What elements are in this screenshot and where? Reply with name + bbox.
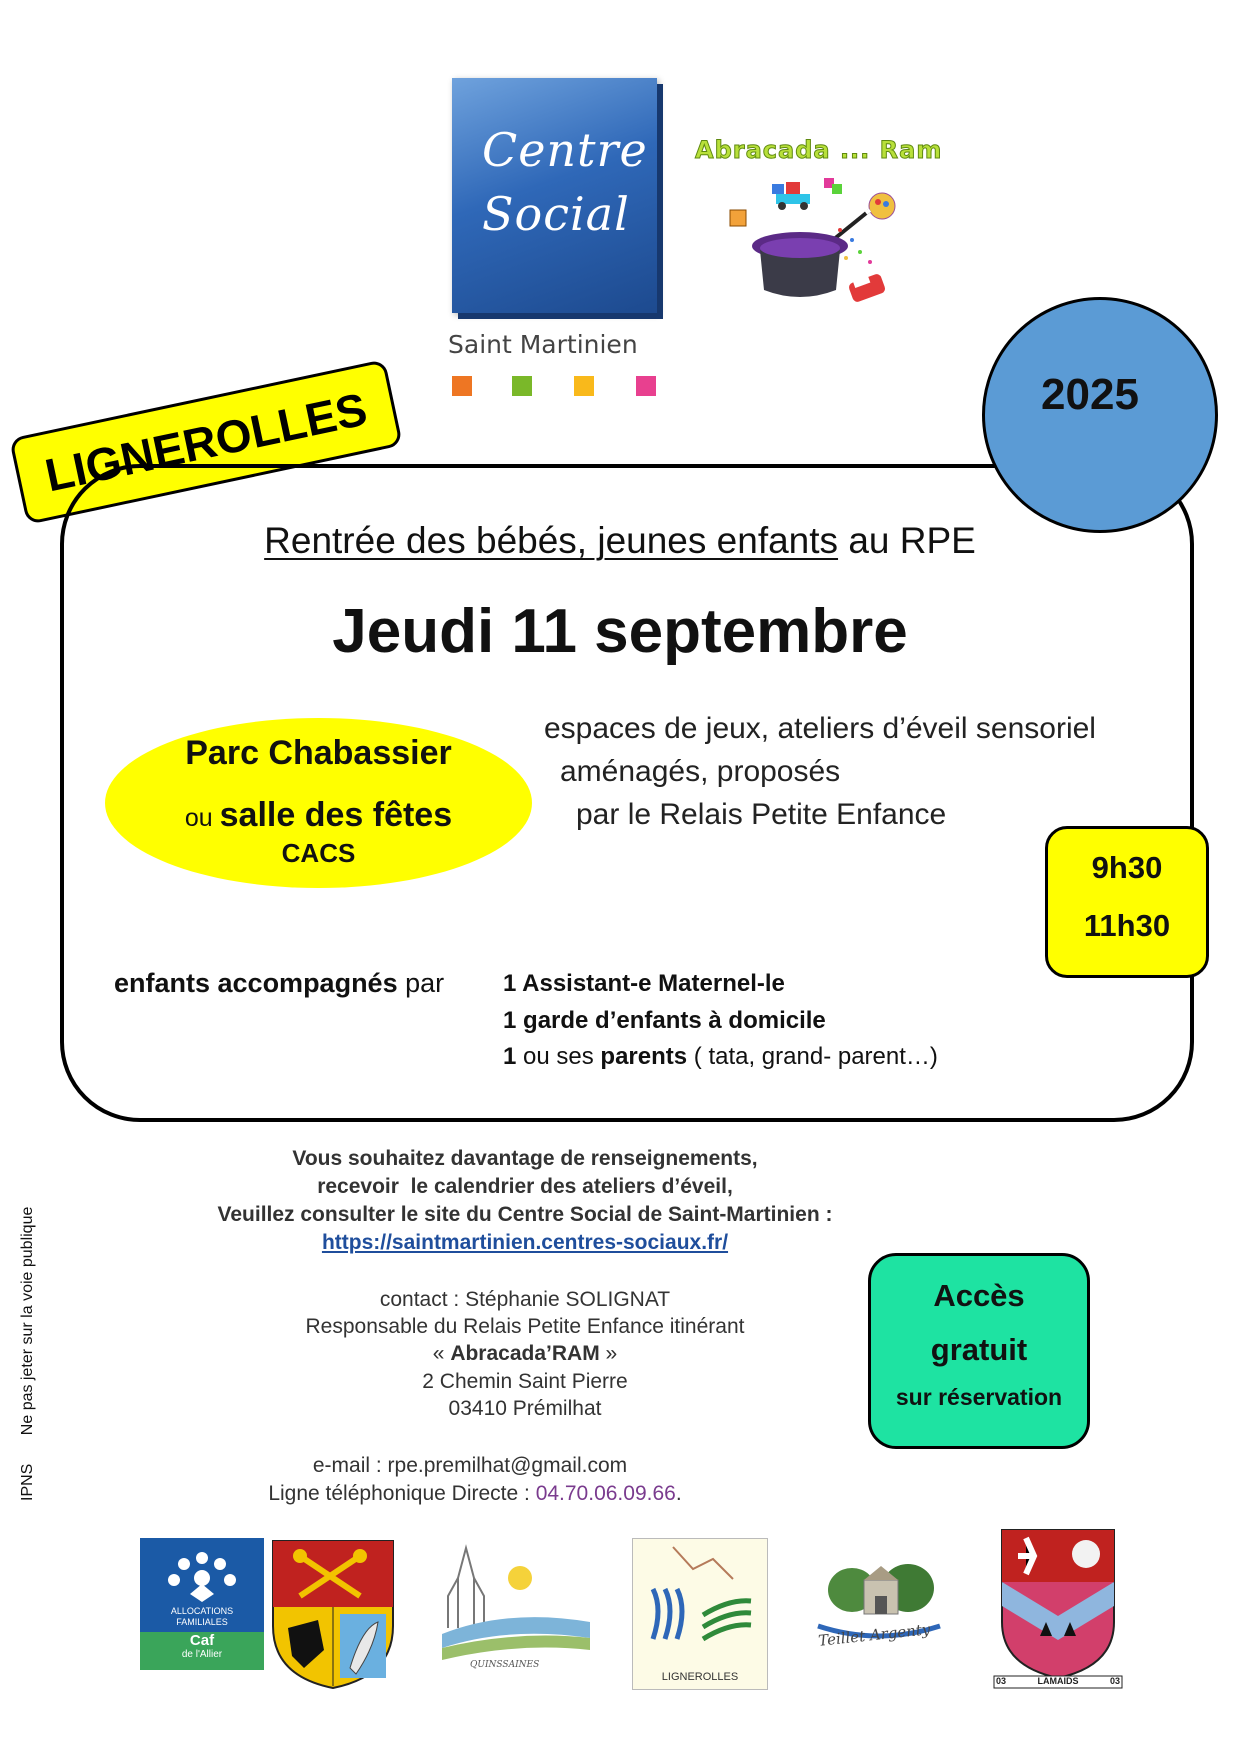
contact-org-open: « xyxy=(432,1342,451,1365)
accompanier-3-bold: parents xyxy=(600,1043,688,1070)
accompanier-2-num: 1 xyxy=(503,1007,517,1034)
activity-description-1: espaces de jeux, ateliers d’éveil sensoriel xyxy=(544,712,1096,745)
accompanier-3 xyxy=(503,1043,938,1071)
contact-org-close: » xyxy=(599,1342,618,1365)
abracada-ram-title: Abracada ... Ram xyxy=(695,136,943,164)
town-banner: LIGNEROLLES xyxy=(9,359,403,525)
logo-square-green xyxy=(512,376,532,396)
phone-label: Ligne téléphonique Directe : xyxy=(268,1482,536,1505)
teillet-argenty-logo xyxy=(812,1556,946,1676)
contact-email[interactable] xyxy=(0,1454,940,1478)
free-access-box xyxy=(868,1253,1090,1449)
side-notice-text: Ne pas jeter sur la voie publique xyxy=(19,1206,36,1436)
phone-number[interactable]: 04.70.06.09.66 xyxy=(535,1482,676,1505)
location-park: Parc Chabassier xyxy=(185,734,452,772)
logo-square-yellow xyxy=(574,376,594,396)
contact-role: Responsable du Relais Petite Enfance itinérant xyxy=(305,1315,745,1338)
quinssaines-label: QUINSSAINES xyxy=(470,1660,540,1670)
caf-people-icon xyxy=(140,1544,264,1608)
caf-line-4: de l'Allier xyxy=(181,1649,223,1660)
info-line-2: recevoir le calendrier des ateliers d’éveil, xyxy=(317,1175,733,1198)
contact-org-name: Abracada’RAM xyxy=(450,1342,600,1365)
event-heading xyxy=(0,520,1240,562)
contact-address-2: 03410 Prémilhat xyxy=(448,1397,602,1420)
event-date: Jeudi 11 septembre xyxy=(332,597,908,666)
caf-logo xyxy=(140,1538,264,1670)
contact-address-1: 2 Chemin Saint Pierre xyxy=(422,1370,628,1393)
time-box xyxy=(1045,826,1209,978)
activity-description-2: aménagés, proposés xyxy=(560,755,841,788)
phone-end: . xyxy=(675,1482,682,1505)
lamaids-ribbon xyxy=(996,1676,1120,1686)
contact-name: contact : Stéphanie SOLIGNAT xyxy=(379,1288,671,1311)
accompanier-3-post: ( tata, grand- parent…) xyxy=(687,1043,938,1070)
info-line-1: Vous souhaitez davantage de renseignements, xyxy=(292,1147,758,1170)
time-start: 9h30 xyxy=(1091,850,1163,885)
caf-bottom xyxy=(140,1632,264,1670)
centre-social-name: Saint Martinien xyxy=(448,330,638,359)
lamaids-right-code: 03 xyxy=(1109,1676,1120,1686)
coat-of-arms-keys xyxy=(270,1538,396,1690)
caf-line-2: FAMILIALES xyxy=(176,1617,228,1627)
accompanier-2-text: garde d’enfants à domicile xyxy=(516,1007,826,1034)
free-line-3: sur réservation xyxy=(895,1384,1063,1410)
free-line-1: Accès xyxy=(933,1278,1025,1313)
lignerolles-label: LIGNEROLLES xyxy=(661,1671,739,1683)
accompanier-3-pre: ou ses xyxy=(516,1043,601,1070)
lamaids-left-code: 03 xyxy=(996,1676,1007,1686)
logo-square-orange xyxy=(452,376,472,396)
accompanier-1 xyxy=(503,970,785,998)
lamaids-label: LAMAIDS xyxy=(1037,1676,1079,1686)
time-end: 11h30 xyxy=(1083,908,1171,943)
year-circle xyxy=(982,297,1218,533)
info-line-3: Veuillez consulter le site du Centre Social de Saint-Martinien : xyxy=(217,1203,833,1226)
lamaids-coat-of-arms xyxy=(988,1526,1128,1690)
event-heading-rest: au RPE xyxy=(838,520,976,561)
location-cacs: CACS xyxy=(281,838,356,868)
contact-phone xyxy=(0,1482,950,1506)
free-line-2: gratuit xyxy=(930,1332,1028,1367)
activity-description-3: par le Relais Petite Enfance xyxy=(576,798,947,831)
centre-social-logo-text: Centre Social xyxy=(482,123,648,241)
accompanied-bold: enfants accompagnés xyxy=(114,968,398,998)
accompanied-rest: par xyxy=(397,968,445,998)
accompanier-1-num: 1 xyxy=(503,970,517,997)
location-or: ou xyxy=(184,804,213,832)
side-notice xyxy=(19,1201,37,1501)
info-url-row xyxy=(0,1231,1050,1255)
location-alt xyxy=(105,796,532,835)
caf-line-1: ALLOCATIONS xyxy=(170,1606,234,1616)
logo-square-pink xyxy=(636,376,656,396)
lignerolles-waves-icon xyxy=(633,1539,767,1659)
year-label: 2025 xyxy=(1041,370,1139,419)
quinssaines-logo xyxy=(438,1538,594,1670)
event-heading-underlined: Rentrée des bébés, jeunes enfants xyxy=(264,520,839,561)
accompanied-label xyxy=(114,968,444,999)
ipns-label: IPNS xyxy=(19,1463,36,1501)
centre-social-logo xyxy=(452,78,657,313)
teillet-argenty-label: Teillet Argenty xyxy=(817,1620,932,1650)
lignerolles-logo xyxy=(632,1538,768,1690)
website-link[interactable]: https://saintmartinien.centres-sociaux.fr/ xyxy=(321,1231,729,1254)
location-hall: salle des fêtes xyxy=(219,796,453,834)
magic-hat-illustration xyxy=(720,170,920,320)
accompanier-1-text: Assistant-e Maternel-le xyxy=(516,970,785,997)
accompanier-3-num: 1 xyxy=(503,1043,517,1070)
contact-email-text[interactable]: e-mail : rpe.premilhat@gmail.com xyxy=(312,1454,628,1477)
caf-line-3: Caf xyxy=(189,1632,215,1649)
accompanier-2 xyxy=(503,1007,826,1035)
